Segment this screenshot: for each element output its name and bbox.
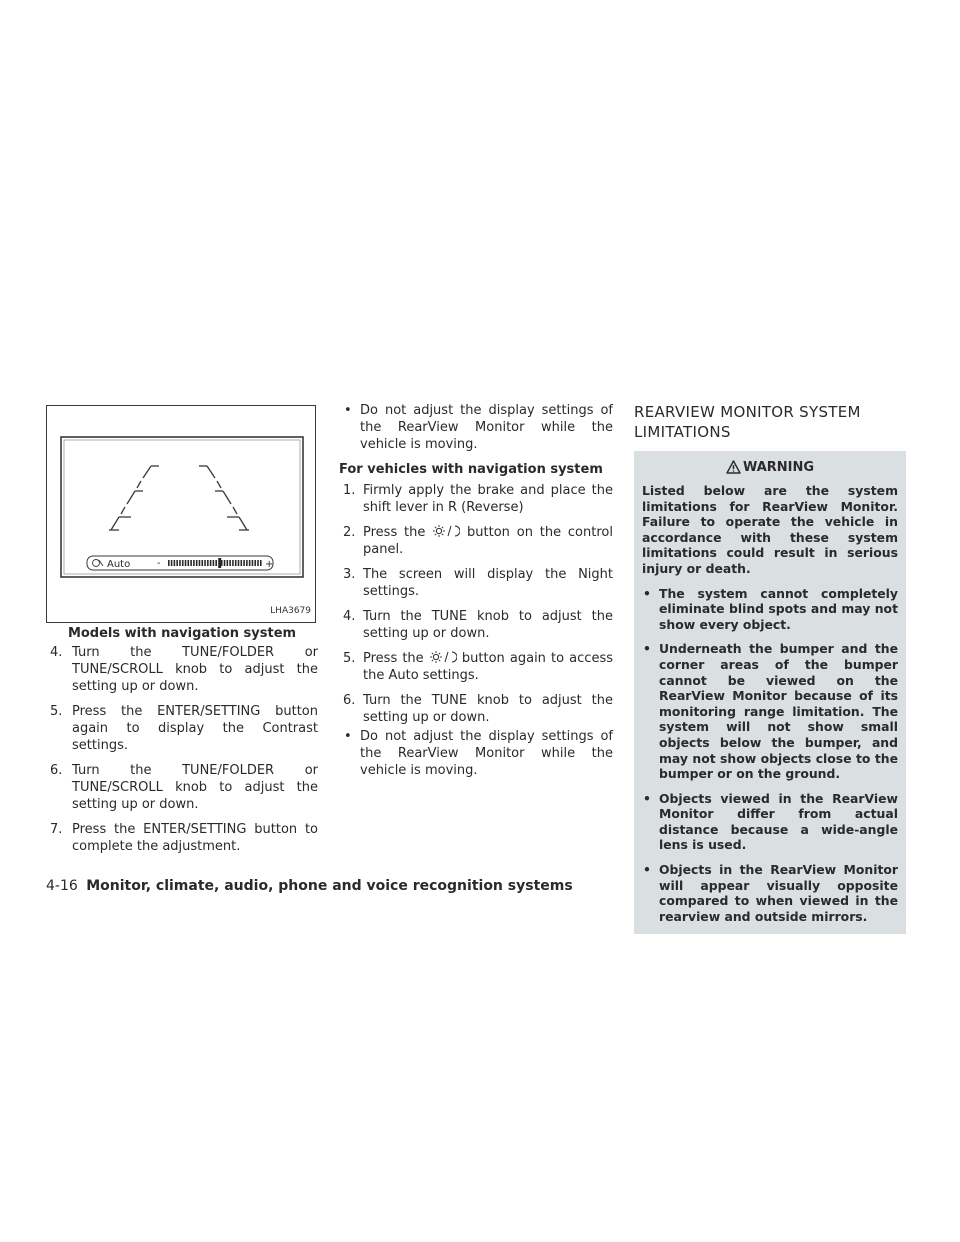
level-tick bbox=[179, 560, 181, 566]
warning-bullet: • Objects viewed in the RearView Monitor differ from actual distance because a wide-angle lens is used. bbox=[643, 790, 898, 853]
step-item: 4. Turn the TUNE/FOLDER or TUNE/SCROLL knob to adjust the setting up or down. bbox=[50, 645, 318, 694]
plus-sign: + bbox=[265, 559, 274, 570]
level-tick bbox=[224, 560, 226, 566]
step-item: 4. Turn the TUNE knob to adjust the setting up or down. bbox=[343, 609, 613, 641]
guide-lines-right bbox=[199, 466, 249, 530]
level-tick bbox=[196, 560, 198, 566]
step-item: 1. Firmly apply the brake and place the shift lever in R (Reverse) bbox=[343, 483, 613, 515]
column-left bbox=[46, 405, 318, 863]
bullet-dot: • bbox=[344, 729, 352, 744]
warning-bullet: • The system cannot completely eliminate blind spots and may not show every object. bbox=[643, 585, 898, 632]
auto-label: Auto bbox=[107, 559, 131, 570]
level-tick bbox=[238, 560, 240, 566]
level-tick bbox=[232, 560, 234, 566]
page-number: 4-16 bbox=[46, 878, 78, 894]
step-item: 2. Press the button on the control panel. bbox=[343, 525, 613, 557]
figure-caption: Models with navigation system bbox=[67, 626, 297, 641]
bullet-item bbox=[339, 402, 613, 453]
bullet-dot: • bbox=[643, 585, 651, 601]
warning-bullet-list bbox=[642, 586, 898, 925]
level-tick bbox=[213, 560, 215, 566]
warning-heading: WARNING bbox=[642, 459, 898, 476]
level-meter bbox=[168, 558, 262, 568]
bullet-item bbox=[339, 728, 613, 779]
level-marker bbox=[218, 558, 221, 568]
monitor-screen-inner bbox=[64, 440, 300, 574]
level-tick bbox=[201, 560, 203, 566]
level-tick bbox=[185, 560, 187, 566]
bullet-dot: • bbox=[643, 862, 651, 878]
step-item: 6. Turn the TUNE/FOLDER or TUNE/SCROLL knob to adjust the setting up or down. bbox=[50, 763, 318, 812]
level-tick bbox=[204, 560, 206, 566]
warning-bullet: • Objects in the RearView Monitor will appear visually opposite compared to when viewed in the rearview and outside mirrors. bbox=[643, 862, 898, 924]
step-item: 6. Turn the TUNE knob to adjust the setting up or down. bbox=[343, 693, 613, 725]
warning-triangle-icon bbox=[726, 460, 741, 474]
bullet-dot: • bbox=[643, 790, 651, 806]
warning-intro: Listed below are the system limitations for RearView Monitor. Failure to operate the vehicle in accordance with these system limitations could result in serious injury or death. bbox=[642, 483, 898, 576]
warning-box bbox=[634, 451, 906, 934]
chapter-title: Monitor, climate, audio, phone and voice recognition systems bbox=[86, 878, 573, 894]
warning-bullet: • Underneath the bumper and the corner areas of the bumper cannot be viewed on the RearView Monitor because of its monitoring range limitation. The system will not show small objects below the bumper, and may not show objects close to the bumper or on the ground. bbox=[643, 641, 898, 782]
level-tick bbox=[168, 560, 170, 566]
level-tick bbox=[252, 560, 254, 566]
guide-lines-left bbox=[109, 466, 159, 530]
col1-step-list bbox=[46, 644, 318, 855]
level-tick bbox=[260, 560, 262, 566]
subheading-navigation: For vehicles with navigation system bbox=[339, 462, 603, 477]
level-tick bbox=[210, 560, 212, 566]
level-tick bbox=[254, 560, 256, 566]
level-tick bbox=[207, 560, 209, 566]
figure-code: LHA3679 bbox=[270, 606, 311, 616]
page-footer bbox=[46, 877, 573, 895]
level-tick bbox=[193, 560, 195, 566]
level-tick bbox=[176, 560, 178, 566]
auto-icon bbox=[93, 560, 100, 567]
step-item: 7. Press the ENTER/SETTING button to complete the adjustment. bbox=[50, 822, 318, 854]
level-tick bbox=[199, 560, 201, 566]
minus-sign: - bbox=[157, 558, 161, 569]
level-tick bbox=[190, 560, 192, 566]
step-item: 3. The screen will display the Night settings. bbox=[343, 567, 613, 599]
monitor-illustration bbox=[47, 406, 317, 624]
level-tick bbox=[188, 560, 190, 566]
level-tick bbox=[174, 560, 176, 566]
brightness-button-icon bbox=[432, 524, 460, 538]
level-tick bbox=[215, 560, 217, 566]
bullet-dot: • bbox=[643, 641, 651, 657]
bullet-dot: • bbox=[344, 403, 352, 418]
brightness-button-icon bbox=[429, 650, 457, 664]
column-right bbox=[634, 402, 906, 934]
rearview-monitor-figure bbox=[46, 405, 316, 623]
level-tick bbox=[246, 560, 248, 566]
level-tick bbox=[221, 560, 223, 566]
level-tick bbox=[240, 560, 242, 566]
step-item: 5. Press the ENTER/SETTING button again to display the Contrast settings. bbox=[50, 704, 318, 753]
level-tick bbox=[229, 560, 231, 566]
column-middle bbox=[339, 402, 613, 787]
level-tick bbox=[243, 560, 245, 566]
level-tick bbox=[182, 560, 184, 566]
bullet-text: Do not adjust the display settings of the RearView Monitor while the vehicle is moving. bbox=[360, 729, 613, 778]
level-tick bbox=[227, 560, 229, 566]
level-tick bbox=[235, 560, 237, 566]
level-tick bbox=[171, 560, 173, 566]
level-tick bbox=[249, 560, 251, 566]
bullet-text: Do not adjust the display settings of the RearView Monitor while the vehicle is moving. bbox=[360, 403, 613, 452]
section-title: REARVIEW MONITOR SYSTEM LIMITATIONS bbox=[634, 403, 861, 441]
level-tick bbox=[257, 560, 259, 566]
step-item: 5. Press the button again to access the Auto settings. bbox=[343, 651, 613, 683]
